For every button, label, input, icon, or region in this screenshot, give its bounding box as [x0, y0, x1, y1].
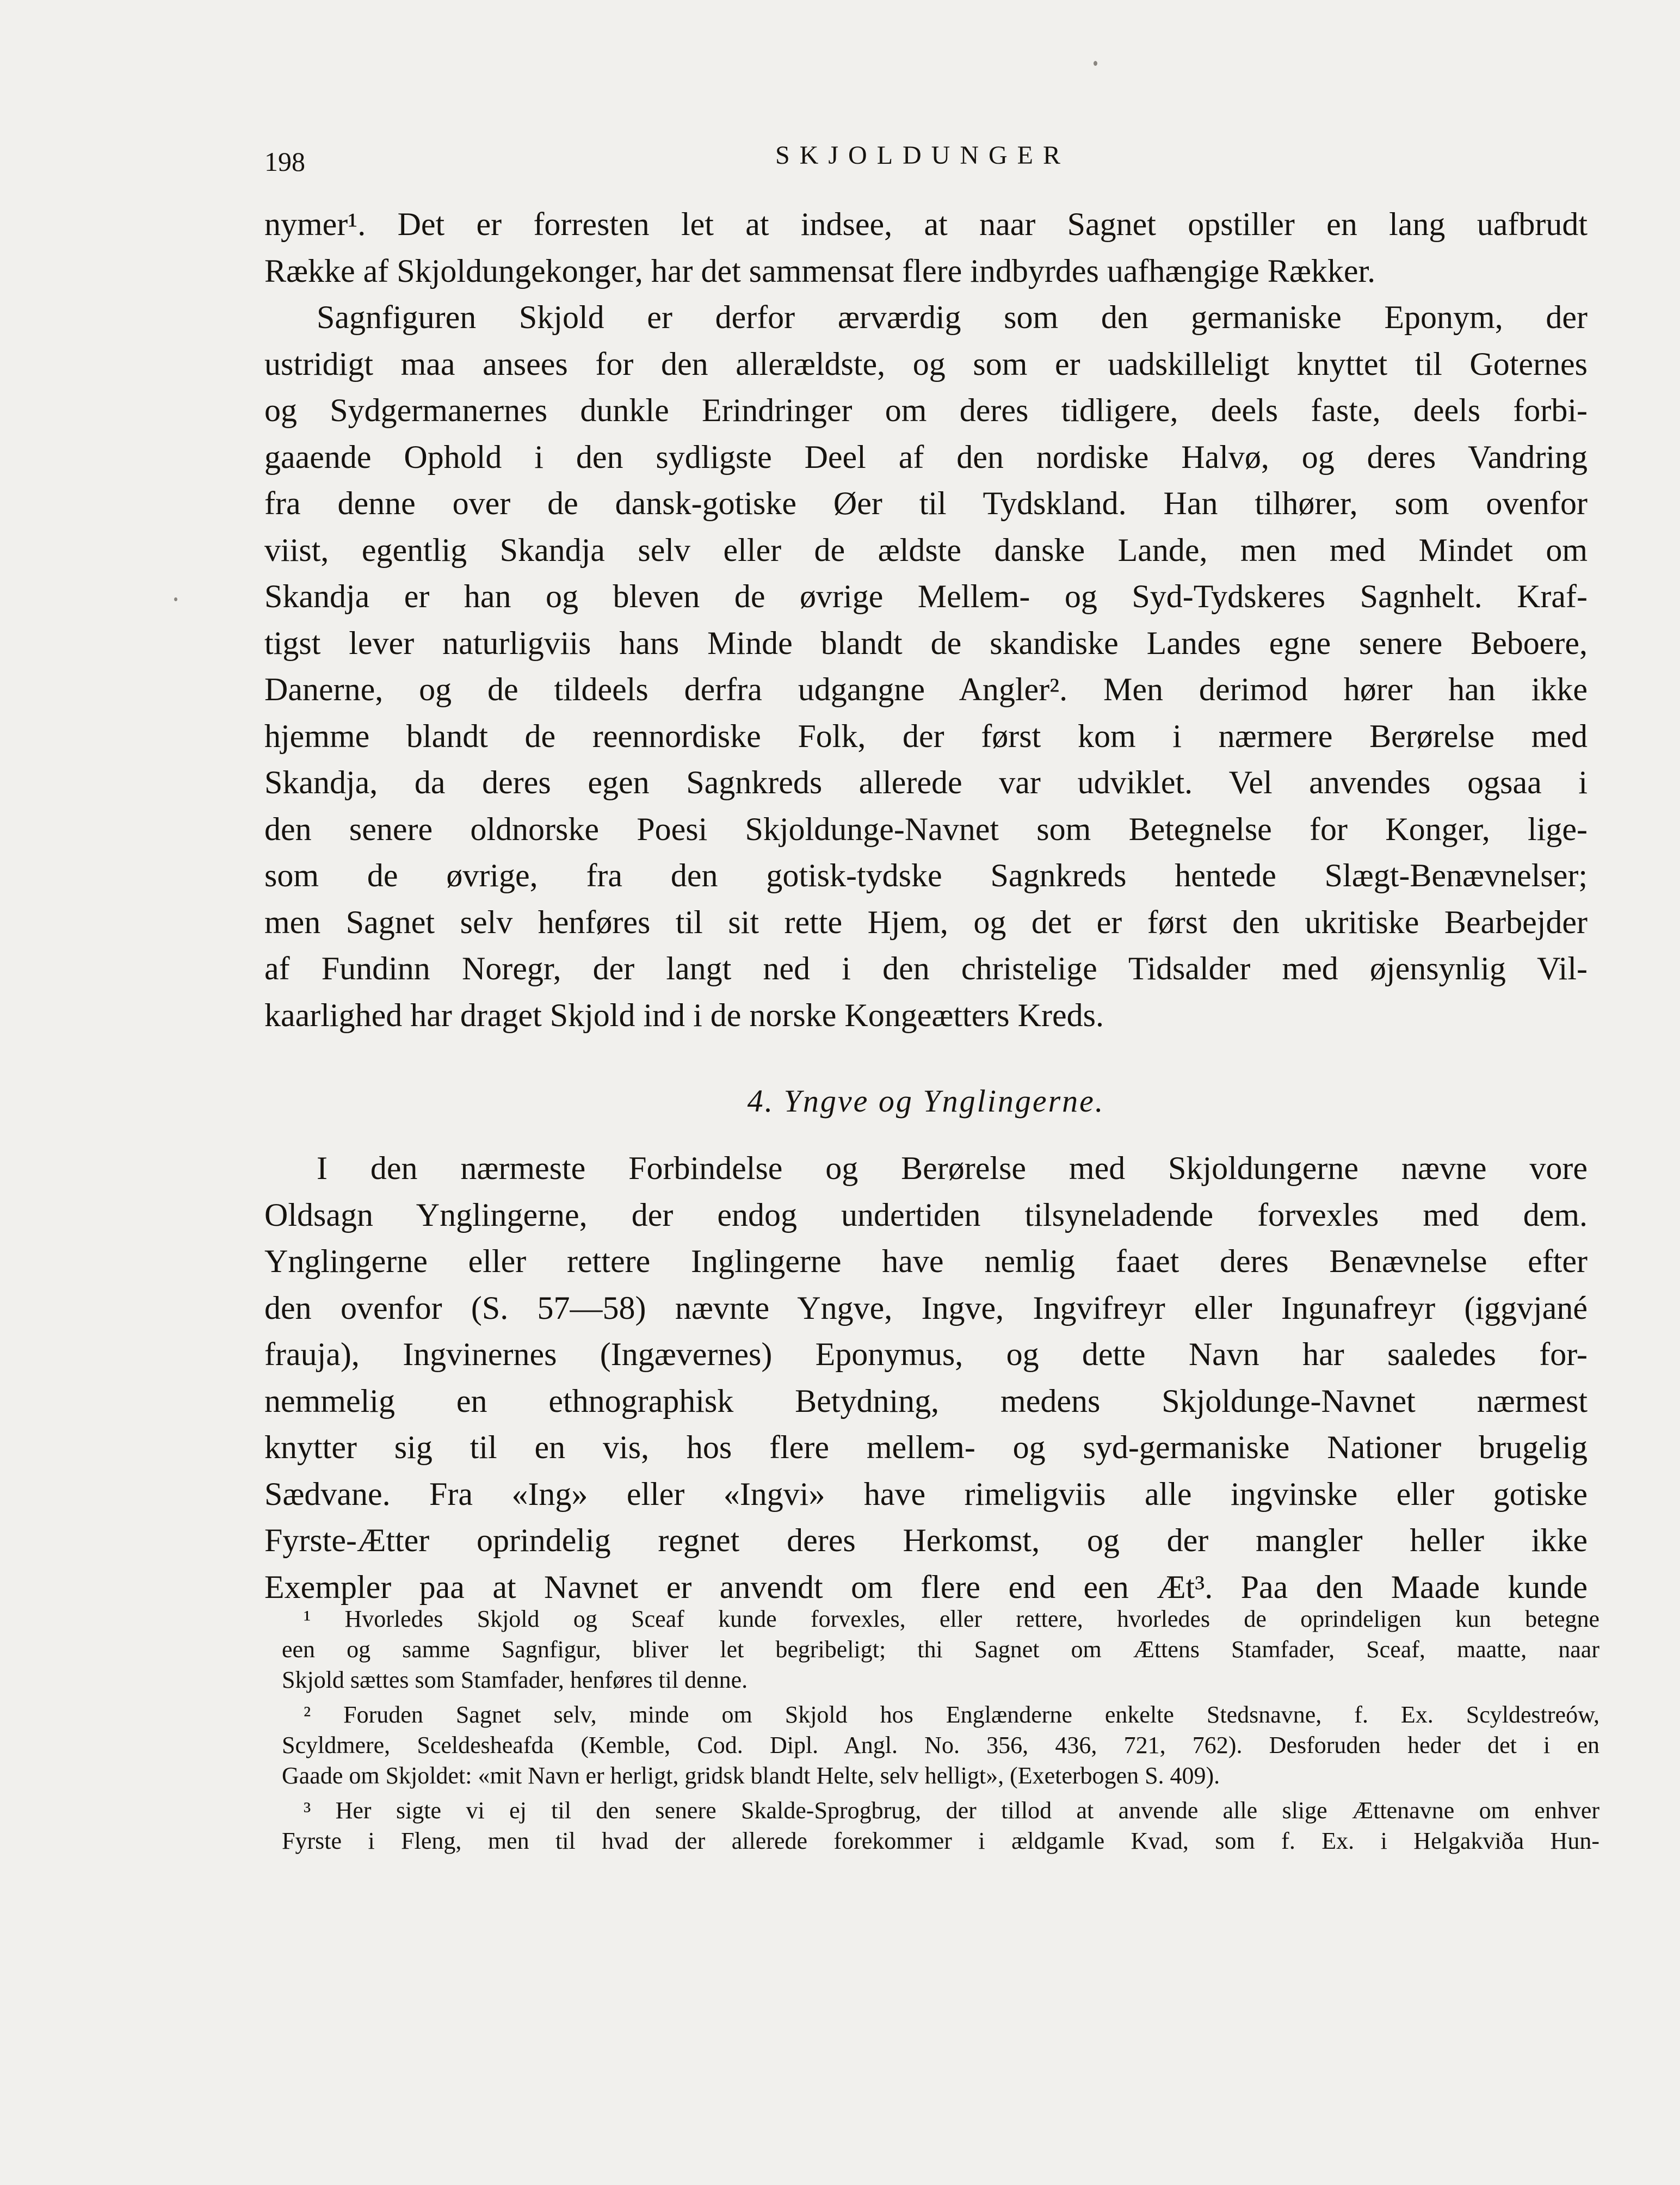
- text-line: tigst lever naturligviis hans Minde blandt de skandiske Landes egne senere Beboere,: [264, 625, 1588, 661]
- footnote-line: ³ Her sigte vi ej til den senere Skalde-Sprogbrug, der tillod at anvende alle slige Ættenavne om enhver: [304, 1797, 1599, 1824]
- text-line: viist, egentlig Skandja selv eller de ældste danske Lande, men med Mindet om: [264, 532, 1588, 568]
- section-body: [264, 1145, 1588, 1610]
- footnote-3: [282, 1795, 1599, 1856]
- paper-speck: [1094, 61, 1097, 66]
- footnotes: [282, 1604, 1599, 1861]
- text-line: frauja), Ingvinernes (Ingævernes) Eponymus, og dette Navn har saaledes for-: [264, 1336, 1588, 1372]
- text-line: af Fundinn Noregr, der langt ned i den christelige Tidsalder med øjensynlig Vil-: [264, 950, 1588, 986]
- page-number: 198: [264, 146, 305, 177]
- text-line: Danerne, og de tildeels derfra udgangne Angler². Men derimod hører han ikke: [264, 671, 1588, 707]
- text-line: som de øvrige, fra den gotisk-tydske Sagnkreds hentede Slægt-Benævnelser;: [264, 857, 1588, 893]
- footnote-line: Skjold sættes som Stamfader, henføres til denne.: [282, 1666, 748, 1693]
- paragraph-3: [264, 1145, 1588, 1610]
- text-line: knytter sig til en vis, hos flere mellem- og syd-germaniske Nationer brugelig: [264, 1429, 1588, 1465]
- body-text: [264, 201, 1588, 1039]
- text-line: fra denne over de dansk-gotiske Øer til Tydskland. Han tilhører, som ovenfor: [264, 485, 1588, 521]
- text-line: Exempler paa at Navnet er anvendt om flere end een Æt³. Paa den Maade kunde: [264, 1569, 1588, 1605]
- text-line: Skandja, da deres egen Sagnkreds allerede var udviklet. Vel anvendes ogsaa i: [264, 764, 1588, 800]
- paragraph-1: [264, 201, 1588, 294]
- text-line: nemmelig en ethnographisk Betydning, medens Skjoldunge-Navnet nærmest: [264, 1382, 1588, 1419]
- text-line: Fyrste-Ætter oprindelig regnet deres Herkomst, og der mangler heller ikke: [264, 1522, 1588, 1558]
- text-line: gaaende Ophold i den sydligste Deel af den nordiske Halvø, og deres Vandring: [264, 439, 1588, 475]
- text-line: ustridigt maa ansees for den allerældste, og som er uadskilleligt knyttet til Goternes: [264, 345, 1588, 382]
- text-line: Sagnfiguren Skjold er derfor ærværdig som den germaniske Eponym, der: [317, 299, 1588, 335]
- footnote-line: een og samme Sagnfigur, bliver let begribeligt; thi Sagnet om Ættens Stamfader, Sceaf, maatte, naar: [282, 1636, 1599, 1663]
- footnote-line: ¹ Hvorledes Skjold og Sceaf kunde forvexles, eller rettere, hvorledes de oprindeligen kun betegne: [304, 1606, 1599, 1632]
- text-line: Oldsagn Ynglingerne, der endog undertiden tilsyneladende forvexles med dem.: [264, 1196, 1588, 1233]
- footnote-2: [282, 1700, 1599, 1791]
- text-line: Række af Skjoldungekonger, har det sammensat flere indbyrdes uafhængige Rækker.: [264, 252, 1376, 289]
- text-line: og Sydgermanernes dunkle Erindringer om deres tidligere, deels faste, deels forbi-: [264, 392, 1588, 428]
- text-line: den ovenfor (S. 57—58) nævnte Yngve, Ingve, Ingvifreyr eller Ingunafreyr (iggvjané: [264, 1289, 1588, 1326]
- footnote-line: ² Foruden Sagnet selv, minde om Skjold hos Englænderne enkelte Stedsnavne, f. Ex. Scyldestreów,: [304, 1701, 1599, 1728]
- footnote-line: Fyrste i Fleng, men til hvad der allerede forekommer i ældgamle Kvad, som f. Ex. i Helgakviða Hun-: [282, 1828, 1599, 1854]
- text-line: men Sagnet selv henføres til sit rette Hjem, og det er først den ukritiske Bearbejder: [264, 904, 1588, 940]
- text-line: nymer¹. Det er forresten let at indsee, at naar Sagnet opstiller en lang uafbrudt: [264, 206, 1588, 242]
- text-line: Sædvane. Fra «Ing» eller «Ingvi» have rimeligviis alle ingvinske eller gotiske: [264, 1476, 1588, 1512]
- text-line: den senere oldnorske Poesi Skjoldunge-Navnet som Betegnelse for Konger, lige-: [264, 811, 1588, 847]
- text-line: I den nærmeste Forbindelse og Berørelse med Skjoldungerne nævne vore: [317, 1150, 1588, 1186]
- footnote-line: Scyldmere, Sceldesheafda (Kemble, Cod. Dipl. Angl. No. 356, 436, 721, 762). Desforuden heder det i en: [282, 1732, 1599, 1758]
- page-header: [264, 135, 1581, 184]
- paragraph-2: [264, 294, 1588, 1039]
- paper-speck: [174, 597, 177, 601]
- footnote-1: [282, 1604, 1599, 1695]
- section-title: 4. Yngve og Ynglingerne.: [747, 1083, 1105, 1119]
- text-line: Skandja er han og bleven de øvrige Mellem- og Syd-Tydskeres Sagnhelt. Kraf-: [264, 578, 1588, 614]
- text-line: Ynglingerne eller rettere Inglingerne have nemlig faaet deres Benævnelse efter: [264, 1243, 1588, 1279]
- text-line: hjemme blandt de reennordiske Folk, der først kom i nærmere Berørelse med: [264, 718, 1588, 754]
- running-head: SKJOLDUNGER: [775, 141, 1070, 170]
- footnote-line: Gaade om Skjoldet: «mit Navn er herligt, gridsk blandt Helte, selv helligt», (Exeterbogen S. 409).: [282, 1762, 1220, 1789]
- text-line: kaarlighed har draget Skjold ind i de norske Kongeætters Kreds.: [264, 997, 1104, 1033]
